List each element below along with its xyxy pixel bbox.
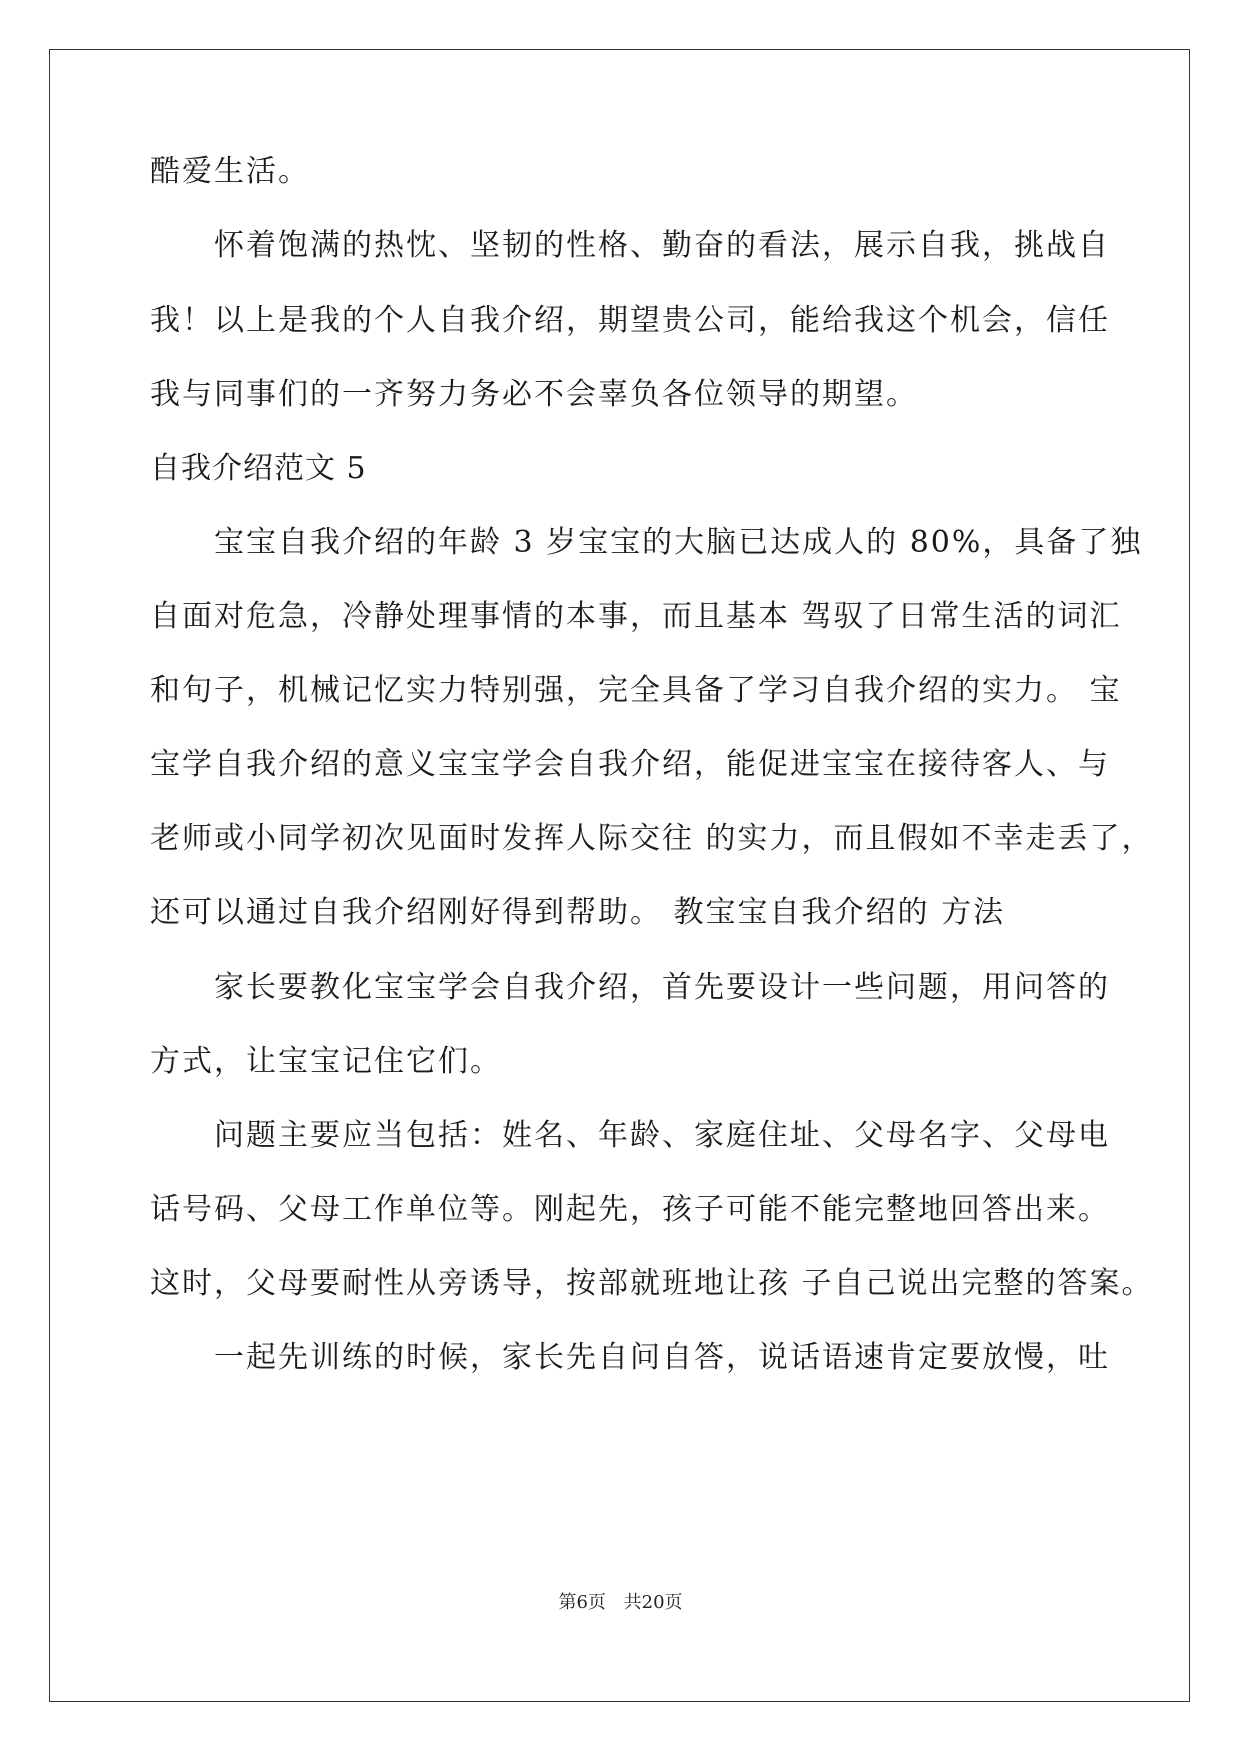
paragraph-line: 问题主要应当包括：姓名、年龄、家庭住址、父母名字、父母电 (214, 1118, 1110, 1153)
paragraph-line: 我与同事们的一齐努力务必不会辜负各位领导的期望。 (150, 377, 918, 412)
paragraph-line: 老师或小同学初次见面时发挥人际交往 的实力，而且假如不幸走丢了， (150, 821, 1154, 856)
paragraph-line: 家长要教化宝宝学会自我介绍，首先要设计一些问题，用问答的 (214, 970, 1110, 1005)
paragraph-line: 怀着饱满的热忱、坚韧的性格、勤奋的看法，展示自我，挑战自 (214, 228, 1110, 263)
page-border (49, 49, 1190, 1702)
section-heading: 自我介绍范文 5 (150, 451, 367, 486)
paragraph-line: 这时，父母要耐性从旁诱导，按部就班地让孩 子自己说出完整的答案。 (150, 1266, 1154, 1301)
paragraph-line: 宝宝自我介绍的年龄 3 岁宝宝的大脑已达成人的 80%，具备了独 (214, 525, 1143, 560)
page-number-total: 共20页 (623, 1592, 683, 1613)
paragraph-line: 一起先训练的时候，家长先自问自答，说话语速肯定要放慢，吐 (214, 1340, 1110, 1375)
paragraph-line: 话号码、父母工作单位等。刚起先，孩子可能不能完整地回答出来。 (150, 1192, 1110, 1227)
paragraph-line: 还可以通过自我介绍刚好得到帮助。 教宝宝自我介绍的 方法 (150, 895, 1006, 930)
page-number-current: 第6页 (558, 1592, 606, 1613)
paragraph-line: 酷爱生活。 (150, 154, 310, 189)
paragraph-line: 自面对危急，冷静处理事情的本事，而且基本 驾驭了日常生活的词汇 (150, 599, 1122, 634)
paragraph-line: 我！以上是我的个人自我介绍，期望贵公司，能给我这个机会，信任 (150, 303, 1110, 338)
paragraph-line: 宝学自我介绍的意义宝宝学会自我介绍，能促进宝宝在接待客人、与 (150, 747, 1110, 782)
paragraph-line: 和句子，机械记忆实力特别强，完全具备了学习自我介绍的实力。 宝 (150, 673, 1122, 708)
paragraph-line: 方式，让宝宝记住它们。 (150, 1044, 502, 1079)
page-footer (0, 1591, 1241, 1615)
